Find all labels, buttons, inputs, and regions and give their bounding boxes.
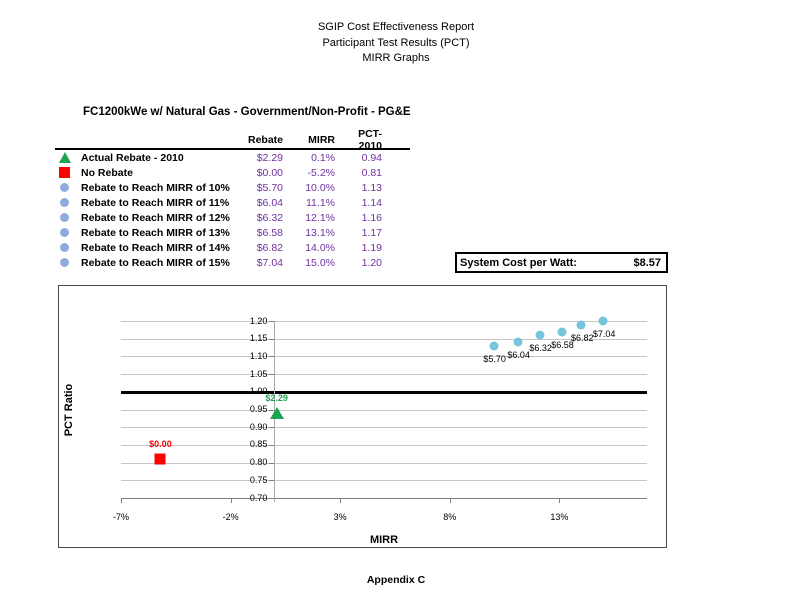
y-gridline	[121, 321, 647, 322]
legend-table-row	[55, 225, 410, 240]
title-line-1: SGIP Cost Effectiveness Report	[317, 21, 475, 33]
y-gridline	[121, 374, 647, 375]
row-marker-cell	[55, 167, 81, 178]
row-marker-cell	[55, 152, 81, 163]
circle-icon	[60, 243, 69, 252]
square-icon	[59, 167, 70, 178]
y-tick-label: 0.80	[249, 457, 268, 468]
data-point-circle	[577, 320, 586, 329]
circle-icon	[60, 183, 69, 192]
row-label: Rebate to Reach MIRR of 13%	[81, 226, 230, 239]
legend-table	[55, 127, 410, 270]
legend-table-row	[55, 255, 410, 270]
row-pct-value: 1.13	[361, 181, 382, 194]
y-tick-label: 0.75	[249, 474, 268, 485]
row-label: Rebate to Reach MIRR of 11%	[81, 196, 230, 209]
row-marker-cell	[55, 258, 81, 267]
row-pct-value: 1.20	[361, 256, 382, 269]
row-rebate-value: $0.00	[256, 166, 283, 179]
row-rebate-value: $6.04	[256, 196, 283, 209]
y-gridline	[121, 356, 647, 357]
x-axis-title: MIRR	[369, 534, 399, 546]
data-point-circle	[513, 338, 522, 347]
row-pct-value: 0.94	[361, 151, 382, 164]
legend-table-row	[55, 150, 410, 165]
data-point-triangle	[270, 407, 284, 419]
legend-table-row	[55, 195, 410, 210]
row-mirr-value: 0.1%	[311, 151, 335, 164]
data-point-label: $7.04	[592, 329, 616, 339]
system-cost-label: System Cost per Watt:	[460, 256, 577, 269]
row-pct-value: 1.14	[361, 196, 382, 209]
x-tick-label: 3%	[333, 512, 347, 522]
x-axis-tick	[559, 499, 560, 503]
y-gridline	[121, 410, 647, 411]
x-axis-tick	[340, 499, 341, 503]
legend-table-row	[55, 240, 410, 255]
row-mirr-value: 15.0%	[305, 256, 335, 269]
x-tick-label: 13%	[550, 512, 569, 522]
row-marker-cell	[55, 183, 81, 192]
row-label: Rebate to Reach MIRR of 14%	[81, 241, 230, 254]
data-point-label: $5.70	[483, 353, 506, 364]
row-pct-value: 1.19	[361, 241, 382, 254]
row-label: Rebate to Reach MIRR of 15%	[81, 256, 230, 269]
mirr-scatter-chart	[58, 285, 667, 548]
row-mirr-value: -5.2%	[307, 166, 335, 179]
y-tick-label: 0.85	[249, 439, 268, 450]
data-point-circle	[535, 331, 544, 340]
row-rebate-value: $5.70	[256, 181, 283, 194]
row-label: Rebate to Reach MIRR of 12%	[81, 211, 230, 224]
reference-line-1.00	[121, 391, 647, 394]
y-tick-label: 1.10	[249, 350, 268, 361]
row-marker-cell	[55, 243, 81, 252]
y-gridline	[121, 445, 647, 446]
data-point-label: $6.82	[570, 332, 594, 343]
circle-icon	[60, 228, 69, 237]
x-tick-label: -2%	[222, 512, 239, 522]
x-tick-label: -7%	[112, 512, 130, 522]
row-label: Rebate to Reach MIRR of 10%	[81, 181, 230, 194]
y-tick-label: 0.70	[249, 492, 268, 503]
data-point-circle	[489, 341, 498, 350]
footer-appendix: Appendix C	[366, 574, 426, 586]
row-mirr-value: 14.0%	[305, 241, 335, 254]
data-point-square	[155, 454, 166, 465]
section-title: FC1200kWe w/ Natural Gas - Government/Non-Profit - PG&E	[83, 106, 411, 118]
column-header-pct-2010: PCT-2010	[358, 127, 382, 152]
row-marker-cell	[55, 228, 81, 237]
circle-icon	[60, 258, 69, 267]
y-gridline	[121, 463, 647, 464]
y-tick-label: 0.90	[249, 421, 268, 432]
data-point-circle	[599, 317, 608, 326]
data-point-circle	[557, 327, 566, 336]
triangle-icon	[59, 152, 71, 163]
row-label: Actual Rebate - 2010	[81, 151, 184, 164]
x-axis-tick	[450, 499, 451, 503]
system-cost-box	[455, 252, 668, 273]
row-rebate-value: $6.58	[256, 226, 283, 239]
row-rebate-value: $6.82	[256, 241, 283, 254]
row-marker-cell	[55, 213, 81, 222]
legend-table-row	[55, 165, 410, 180]
row-pct-value: 0.81	[361, 166, 382, 179]
y-tick-label: 1.15	[249, 333, 268, 344]
row-mirr-value: 11.1%	[306, 196, 335, 209]
data-point-label: $6.32	[529, 343, 552, 354]
data-point-label: $0.00	[149, 439, 172, 450]
system-cost-value: $8.57	[633, 256, 661, 269]
row-label: No Rebate	[81, 166, 133, 179]
x-axis-tick	[121, 499, 122, 503]
title-line-3: MIRR Graphs	[362, 52, 430, 64]
y-gridline	[121, 427, 647, 428]
legend-table-header	[55, 127, 410, 152]
circle-icon	[60, 213, 69, 222]
row-pct-value: 1.17	[361, 226, 382, 239]
row-mirr-value: 13.1%	[305, 226, 335, 239]
x-tick-label: 8%	[443, 512, 457, 522]
x-axis-line	[121, 498, 647, 499]
row-marker-cell	[55, 198, 81, 207]
data-point-label: $6.58	[551, 339, 574, 350]
row-rebate-value: $7.04	[256, 256, 283, 269]
data-point-label: $6.04	[507, 350, 530, 361]
column-header-mirr: MIRR	[308, 133, 335, 146]
legend-table-row	[55, 180, 410, 195]
x-axis-tick	[231, 499, 232, 503]
row-mirr-value: 12.1%	[305, 211, 335, 224]
row-rebate-value: $6.32	[256, 211, 283, 224]
row-mirr-value: 10.0%	[305, 181, 335, 194]
y-gridline	[121, 480, 647, 481]
circle-icon	[60, 198, 69, 207]
data-point-label: $2.29	[265, 393, 288, 404]
title-line-2: Participant Test Results (PCT)	[322, 36, 470, 49]
document-title	[0, 20, 792, 67]
legend-table-row	[55, 210, 410, 225]
row-rebate-value: $2.29	[256, 151, 283, 164]
y-tick-label: 1.05	[249, 368, 268, 379]
legend-table-rows	[55, 150, 410, 270]
y-tick-label: 0.95	[249, 404, 268, 414]
row-pct-value: 1.16	[361, 211, 382, 224]
y-tick-label: 1.20	[249, 315, 268, 326]
column-header-rebate: Rebate	[247, 133, 283, 146]
y-axis-title: PCT Ratio	[63, 383, 75, 436]
